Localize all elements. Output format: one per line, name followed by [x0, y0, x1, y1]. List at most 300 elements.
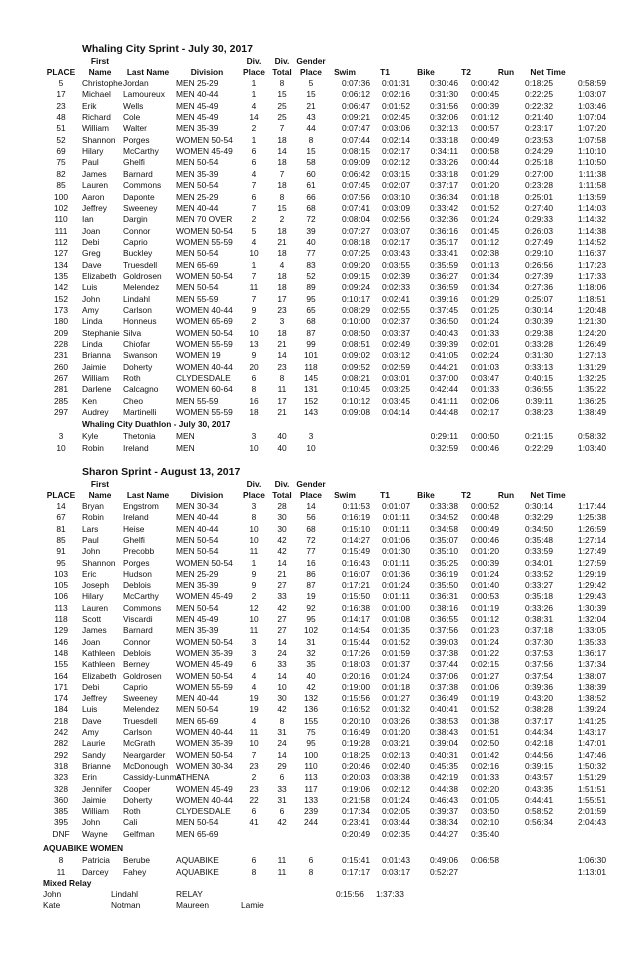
- division: WOMEN 65-69: [176, 316, 233, 327]
- div-total: 15: [277, 89, 287, 100]
- bike: 0:45:35: [430, 760, 458, 771]
- swim: 0:06:42: [342, 168, 370, 179]
- t1: 0:01:52: [382, 100, 410, 111]
- header-gender-place: Place: [300, 490, 322, 500]
- swim: 0:20:03: [342, 772, 370, 783]
- bike: 0:36:19: [430, 568, 458, 579]
- header-place: PLACE: [46, 67, 76, 77]
- t2: 0:01:24: [471, 214, 499, 225]
- t1: 0:03:55: [382, 259, 410, 270]
- table-row: [0, 693, 621, 704]
- place: 69: [56, 146, 66, 157]
- table-row: [0, 192, 621, 203]
- bike: 0:37:06: [430, 670, 458, 681]
- swim: 0:20:49: [342, 828, 370, 839]
- gender-place: 60: [306, 168, 316, 179]
- div-total: 18: [277, 248, 287, 259]
- first-name: Darlene: [82, 384, 112, 395]
- gender-place: 72: [306, 534, 316, 545]
- table-row: [0, 761, 621, 772]
- header-div-total: Total: [272, 67, 292, 77]
- bike: 0:30:46: [430, 78, 458, 88]
- division: MEN 35-39: [176, 168, 219, 179]
- last-name: Barnard: [123, 168, 153, 179]
- t2: 0:00:49: [471, 134, 499, 145]
- last-name: Gelfman: [123, 828, 155, 839]
- t2: 0:01:51: [471, 727, 499, 737]
- table-row: [0, 817, 621, 828]
- division: MEN 50-54: [176, 704, 219, 715]
- last-name: Doherty: [123, 361, 153, 372]
- t1: 0:03:37: [382, 327, 410, 338]
- div-total: 31: [277, 794, 287, 805]
- header-div-total: Total: [272, 490, 292, 500]
- last-name: Porges: [123, 134, 150, 145]
- swim: 0:17:21: [342, 580, 370, 591]
- gender-place: 68: [306, 316, 316, 327]
- bike: 0:33:38: [430, 501, 458, 511]
- gender-place: 68: [306, 202, 316, 213]
- gender-place: 89: [306, 282, 316, 293]
- bike: 0:36:31: [430, 591, 458, 602]
- t1: 0:03:43: [382, 248, 410, 259]
- div-place: 7: [251, 202, 257, 213]
- t2: 0:01:45: [471, 225, 499, 236]
- t2: 0:01:33: [471, 384, 499, 395]
- div-place: 10: [249, 738, 259, 749]
- table-row: [0, 89, 621, 100]
- table-row: [0, 750, 621, 761]
- gender-place: 8: [308, 134, 314, 145]
- bike: 0:34:11: [430, 146, 458, 157]
- division: WOMEN 55-59: [176, 339, 233, 350]
- first-name: Eric: [82, 568, 97, 579]
- gender-place: 31: [306, 636, 316, 647]
- header-div-total: Div.: [274, 479, 290, 489]
- run: 0:37:53: [525, 647, 553, 658]
- t1: 0:04:14: [382, 407, 410, 418]
- relay-swim: 0:15:56: [336, 889, 364, 899]
- div-place: 6: [251, 855, 257, 865]
- place: 127: [54, 248, 68, 259]
- table-row: [0, 123, 621, 134]
- last-name: Commons: [123, 602, 162, 613]
- gender-place: 244: [304, 817, 318, 828]
- division: MEN 35-39: [176, 123, 219, 134]
- last-name: Deblois: [123, 647, 151, 658]
- table-row: [0, 580, 621, 591]
- header-first-name: Name: [88, 67, 112, 77]
- gender-place: 118: [304, 361, 318, 372]
- division: MEN 65-69: [176, 828, 219, 839]
- div-total: 3: [279, 316, 285, 327]
- run: 0:34:01: [525, 557, 553, 568]
- table-row: [0, 625, 621, 636]
- run: 0:38:28: [525, 704, 553, 715]
- swim: 0:16:38: [342, 602, 370, 613]
- net-time: 2:01:59: [578, 806, 606, 817]
- div-total: 2: [279, 214, 285, 225]
- bike: 0:37:45: [430, 305, 458, 315]
- t2: 0:00:39: [471, 100, 499, 111]
- place: 267: [54, 373, 68, 384]
- t2: 0:00:39: [471, 557, 499, 568]
- t1: 0:03:07: [382, 225, 410, 236]
- gender-place: 44: [306, 123, 316, 134]
- swim: 0:07:44: [342, 134, 370, 145]
- t1: 0:01:59: [382, 647, 410, 658]
- net-time: 1:36:17: [578, 647, 606, 658]
- div-place: 9: [251, 580, 257, 591]
- gender-place: 136: [304, 704, 318, 715]
- swim: 0:09:20: [342, 259, 370, 270]
- div-place: 10: [249, 523, 259, 534]
- bike: 0:33:26: [430, 157, 458, 168]
- net-time: 1:17:23: [578, 259, 606, 270]
- place: 110: [54, 214, 68, 225]
- place: 328: [54, 783, 68, 794]
- run: 0:31:30: [525, 350, 553, 361]
- place: 142: [54, 282, 68, 293]
- first-name: Dave: [82, 715, 102, 726]
- last-name: Cali: [123, 817, 138, 828]
- last-name: Buckley: [123, 248, 153, 259]
- swim: 0:16:19: [342, 512, 370, 523]
- div-total: 27: [277, 580, 287, 591]
- t2: 0:02:20: [471, 783, 499, 794]
- first-name: Joan: [82, 636, 101, 647]
- last-name: McDonough: [123, 760, 169, 771]
- net-time: 1:27:13: [578, 350, 606, 361]
- div-place: 1: [251, 134, 257, 145]
- table-row: [0, 271, 621, 282]
- run: 0:36:55: [525, 384, 553, 395]
- div-total: 25: [277, 112, 287, 123]
- place: 146: [54, 636, 68, 647]
- t1: 0:03:06: [382, 123, 410, 134]
- table-row: [0, 328, 621, 339]
- division: WOMEN 60-64: [176, 384, 233, 395]
- t1: 0:02:14: [382, 134, 410, 145]
- last-name: Commons: [123, 180, 162, 191]
- t2: 0:01:12: [471, 614, 499, 624]
- gender-place: 100: [304, 749, 318, 760]
- header-t1: T1: [380, 67, 390, 77]
- t1: 0:03:17: [382, 866, 410, 877]
- header-row-top: [0, 56, 621, 67]
- t2: 0:01:22: [471, 647, 499, 658]
- bike: 0:36:34: [430, 191, 458, 202]
- swim: 0:10:17: [342, 293, 370, 304]
- swim: 0:09:08: [342, 407, 370, 418]
- gender-place: 21: [306, 100, 316, 111]
- gender-place: 95: [306, 614, 316, 624]
- t2: 0:01:13: [471, 259, 499, 270]
- gender-place: 10: [306, 442, 316, 453]
- place: 135: [54, 270, 68, 281]
- place: 242: [54, 727, 68, 737]
- div-total: 24: [277, 647, 287, 658]
- place: 184: [54, 704, 68, 715]
- first-name: Scott: [82, 614, 102, 624]
- header-first-name: Name: [88, 490, 112, 500]
- last-name: Connor: [123, 636, 151, 647]
- div-total: 18: [277, 157, 287, 168]
- last-name: Carlson: [123, 727, 152, 737]
- table-row: [0, 867, 621, 878]
- header-run: Run: [497, 490, 515, 500]
- run: 0:33:59: [525, 546, 553, 557]
- t2: 0:02:16: [471, 760, 499, 771]
- t1: 0:02:41: [382, 293, 410, 304]
- first-name: Ian: [82, 214, 94, 225]
- division: MEN 25-29: [176, 568, 219, 579]
- gender-place: 65: [306, 305, 316, 315]
- last-name: Roth: [123, 806, 141, 817]
- net-time: 1:38:49: [578, 407, 606, 418]
- gender-place: 32: [306, 647, 316, 658]
- place: 282: [54, 738, 68, 749]
- first-name: Jeffrey: [82, 202, 107, 213]
- gender-place: 95: [306, 293, 316, 304]
- t1: 0:01:24: [382, 794, 410, 805]
- division: WOMEN 50-54: [176, 557, 233, 568]
- place: 105: [54, 580, 68, 591]
- run: 0:25:07: [525, 293, 553, 304]
- table-row: [0, 443, 621, 454]
- division: WOMEN 19: [176, 350, 221, 361]
- first-name: Sandy: [82, 749, 106, 760]
- division: MEN 35-39: [176, 625, 219, 636]
- place: 395: [54, 817, 68, 828]
- t2: 0:02:01: [471, 339, 499, 350]
- last-name: Swanson: [123, 350, 158, 361]
- header-last-name: Last Name: [126, 490, 170, 500]
- t1: 0:02:37: [382, 316, 410, 327]
- t2: 0:02:10: [471, 817, 499, 828]
- first-name: Lauren: [82, 602, 109, 613]
- t1: 0:02:39: [382, 270, 410, 281]
- gender-place: 43: [306, 112, 316, 123]
- division: MEN 40-44: [176, 693, 219, 704]
- run: 0:40:15: [525, 373, 553, 384]
- gender-place: 77: [306, 248, 316, 259]
- place: 113: [54, 602, 68, 613]
- div-place: 4: [251, 100, 257, 111]
- table-row: [0, 135, 621, 146]
- t1: 0:01:24: [382, 670, 410, 681]
- first-name: Laurie: [82, 738, 106, 749]
- div-place: 13: [249, 339, 259, 350]
- run: 0:37:18: [525, 625, 553, 636]
- t1: 0:02:55: [382, 305, 410, 315]
- table-row: [0, 146, 621, 157]
- place: 323: [54, 772, 68, 783]
- div-total: 18: [277, 282, 287, 293]
- swim: 0:16:43: [342, 557, 370, 568]
- header-bike: Bike: [417, 67, 435, 77]
- last-name: Sweeney: [123, 693, 158, 704]
- t1: 0:01:52: [382, 636, 410, 647]
- division: WOMEN 50-54: [176, 270, 233, 281]
- table-row: [0, 591, 621, 602]
- run: 0:27:39: [525, 270, 553, 281]
- div-place: 9: [251, 305, 257, 315]
- division: WOMEN 35-39: [176, 738, 233, 749]
- place: 5: [58, 78, 64, 88]
- div-place: 1: [251, 78, 257, 88]
- t1: 0:02:12: [382, 783, 410, 794]
- first-name: Aaron: [82, 191, 105, 202]
- div-total: 18: [277, 270, 287, 281]
- swim: 0:07:41: [342, 202, 370, 213]
- t1: 0:02:49: [382, 339, 410, 350]
- swim: 0:10:45: [342, 384, 370, 395]
- run: 0:58:52: [525, 806, 553, 817]
- gender-place: 86: [306, 568, 316, 579]
- last-name: Truesdell: [123, 715, 158, 726]
- t1: 0:01:24: [382, 580, 410, 591]
- gender-place: 15: [306, 146, 316, 157]
- t1: 0:01:11: [382, 512, 410, 523]
- net-time: 1:10:50: [578, 157, 606, 168]
- t1: 0:01:32: [382, 704, 410, 715]
- div-place: 12: [249, 602, 259, 613]
- div-place: 10: [249, 327, 259, 338]
- place: 171: [54, 681, 68, 692]
- t1: 0:02:59: [382, 361, 410, 372]
- place: 85: [56, 180, 66, 191]
- bike: 0:35:10: [430, 546, 458, 557]
- last-name: Cole: [123, 112, 141, 123]
- t2: 0:02:50: [471, 738, 499, 749]
- div-place: 23: [249, 760, 259, 771]
- first-name: Linda: [82, 316, 103, 327]
- bike: 0:35:50: [430, 580, 458, 591]
- bike: 0:44:21: [430, 361, 458, 372]
- div-total: 14: [277, 350, 287, 361]
- div-total: 14: [277, 749, 287, 760]
- net-time: 1:03:07: [578, 89, 606, 100]
- net-time: 1:25:38: [578, 512, 606, 523]
- net-time: 1:07:58: [578, 134, 606, 145]
- div-total: 42: [277, 817, 287, 828]
- net-time: 1:36:25: [578, 395, 606, 406]
- division: MEN: [176, 431, 195, 441]
- net-time: 1:24:20: [578, 327, 606, 338]
- first-name: Paul: [82, 157, 99, 168]
- run: 0:44:56: [525, 749, 553, 760]
- first-name: James: [82, 168, 107, 179]
- bike: 0:35:59: [430, 259, 458, 270]
- div-total: 33: [277, 591, 287, 602]
- net-time: 1:11:58: [578, 180, 606, 191]
- t2: 0:00:57: [471, 123, 499, 134]
- swim: 0:09:52: [342, 361, 370, 372]
- div-total: 21: [277, 407, 287, 418]
- div-place: 2: [251, 772, 257, 783]
- div-place: 19: [249, 693, 259, 704]
- place: 152: [54, 293, 68, 304]
- t1: 0:02:05: [382, 806, 410, 817]
- div-total: 42: [277, 534, 287, 545]
- table-row: [0, 214, 621, 225]
- div-place: 7: [251, 270, 257, 281]
- first-name: Shannon: [82, 134, 116, 145]
- last-name: Hudson: [123, 568, 152, 579]
- first-name: James: [82, 625, 107, 636]
- div-place: 10: [249, 614, 259, 624]
- net-time: 0:58:32: [578, 431, 606, 441]
- run: 0:27:40: [525, 202, 553, 213]
- gender-place: 155: [304, 715, 318, 726]
- net-time: 1:14:03: [578, 202, 606, 213]
- net-time: 1:13:01: [578, 866, 606, 877]
- gender-place: 92: [306, 602, 316, 613]
- division: MEN 50-54: [176, 817, 219, 828]
- net-time: 1:27:59: [578, 557, 606, 568]
- gender-place: 6: [308, 855, 314, 865]
- bike: 0:42:19: [430, 772, 458, 783]
- net-time: 1:18:06: [578, 282, 606, 293]
- last-name: Lamoureux: [123, 89, 165, 100]
- last-name: Cooper: [123, 783, 151, 794]
- swim: 0:15:50: [342, 591, 370, 602]
- div-total: 18: [277, 134, 287, 145]
- place: 118: [54, 614, 68, 624]
- t1: 0:01:07: [382, 501, 410, 511]
- t1: 0:02:35: [382, 828, 410, 839]
- table-row: [0, 806, 621, 817]
- div-total: 23: [277, 305, 287, 315]
- div-place: 4: [251, 715, 257, 726]
- net-time: 1:32:04: [578, 614, 606, 624]
- div-place: 2: [251, 123, 257, 134]
- last-name: Ireland: [123, 512, 149, 523]
- div-place: 7: [251, 180, 257, 191]
- relay-first: Kate: [43, 900, 61, 910]
- whaling-duathlon-title: Whaling City Duathlon - July 30, 2017: [82, 419, 231, 429]
- net-time: 1:11:38: [578, 168, 606, 179]
- bike: 0:37:38: [430, 681, 458, 692]
- div-total: 11: [277, 855, 287, 865]
- first-name: Darcey: [82, 866, 109, 877]
- place: 91: [56, 546, 66, 557]
- net-time: 1:55:51: [578, 794, 606, 805]
- run: 0:33:27: [525, 580, 553, 591]
- relay-division: RELAY: [176, 889, 203, 899]
- t2: 0:01:29: [471, 168, 499, 179]
- first-name: Stephanie: [82, 327, 120, 338]
- net-time: 1:27:49: [578, 546, 606, 557]
- first-name: Bryan: [82, 501, 104, 511]
- table-row: [0, 339, 621, 350]
- place: 11: [56, 866, 66, 877]
- net-time: 1:06:30: [578, 855, 606, 865]
- swim: 0:09:15: [342, 270, 370, 281]
- run: 0:25:01: [525, 191, 553, 202]
- div-total: 42: [277, 704, 287, 715]
- first-name: Robin: [82, 442, 104, 453]
- t1: 0:03:12: [382, 350, 410, 361]
- relay-first: John: [43, 889, 62, 899]
- div-place: 19: [249, 704, 259, 715]
- swim: 0:06:47: [342, 100, 370, 111]
- place: 209: [54, 327, 68, 338]
- division: WOMEN 45-49: [176, 146, 233, 157]
- table-row: [0, 546, 621, 557]
- gender-place: 8: [308, 866, 314, 877]
